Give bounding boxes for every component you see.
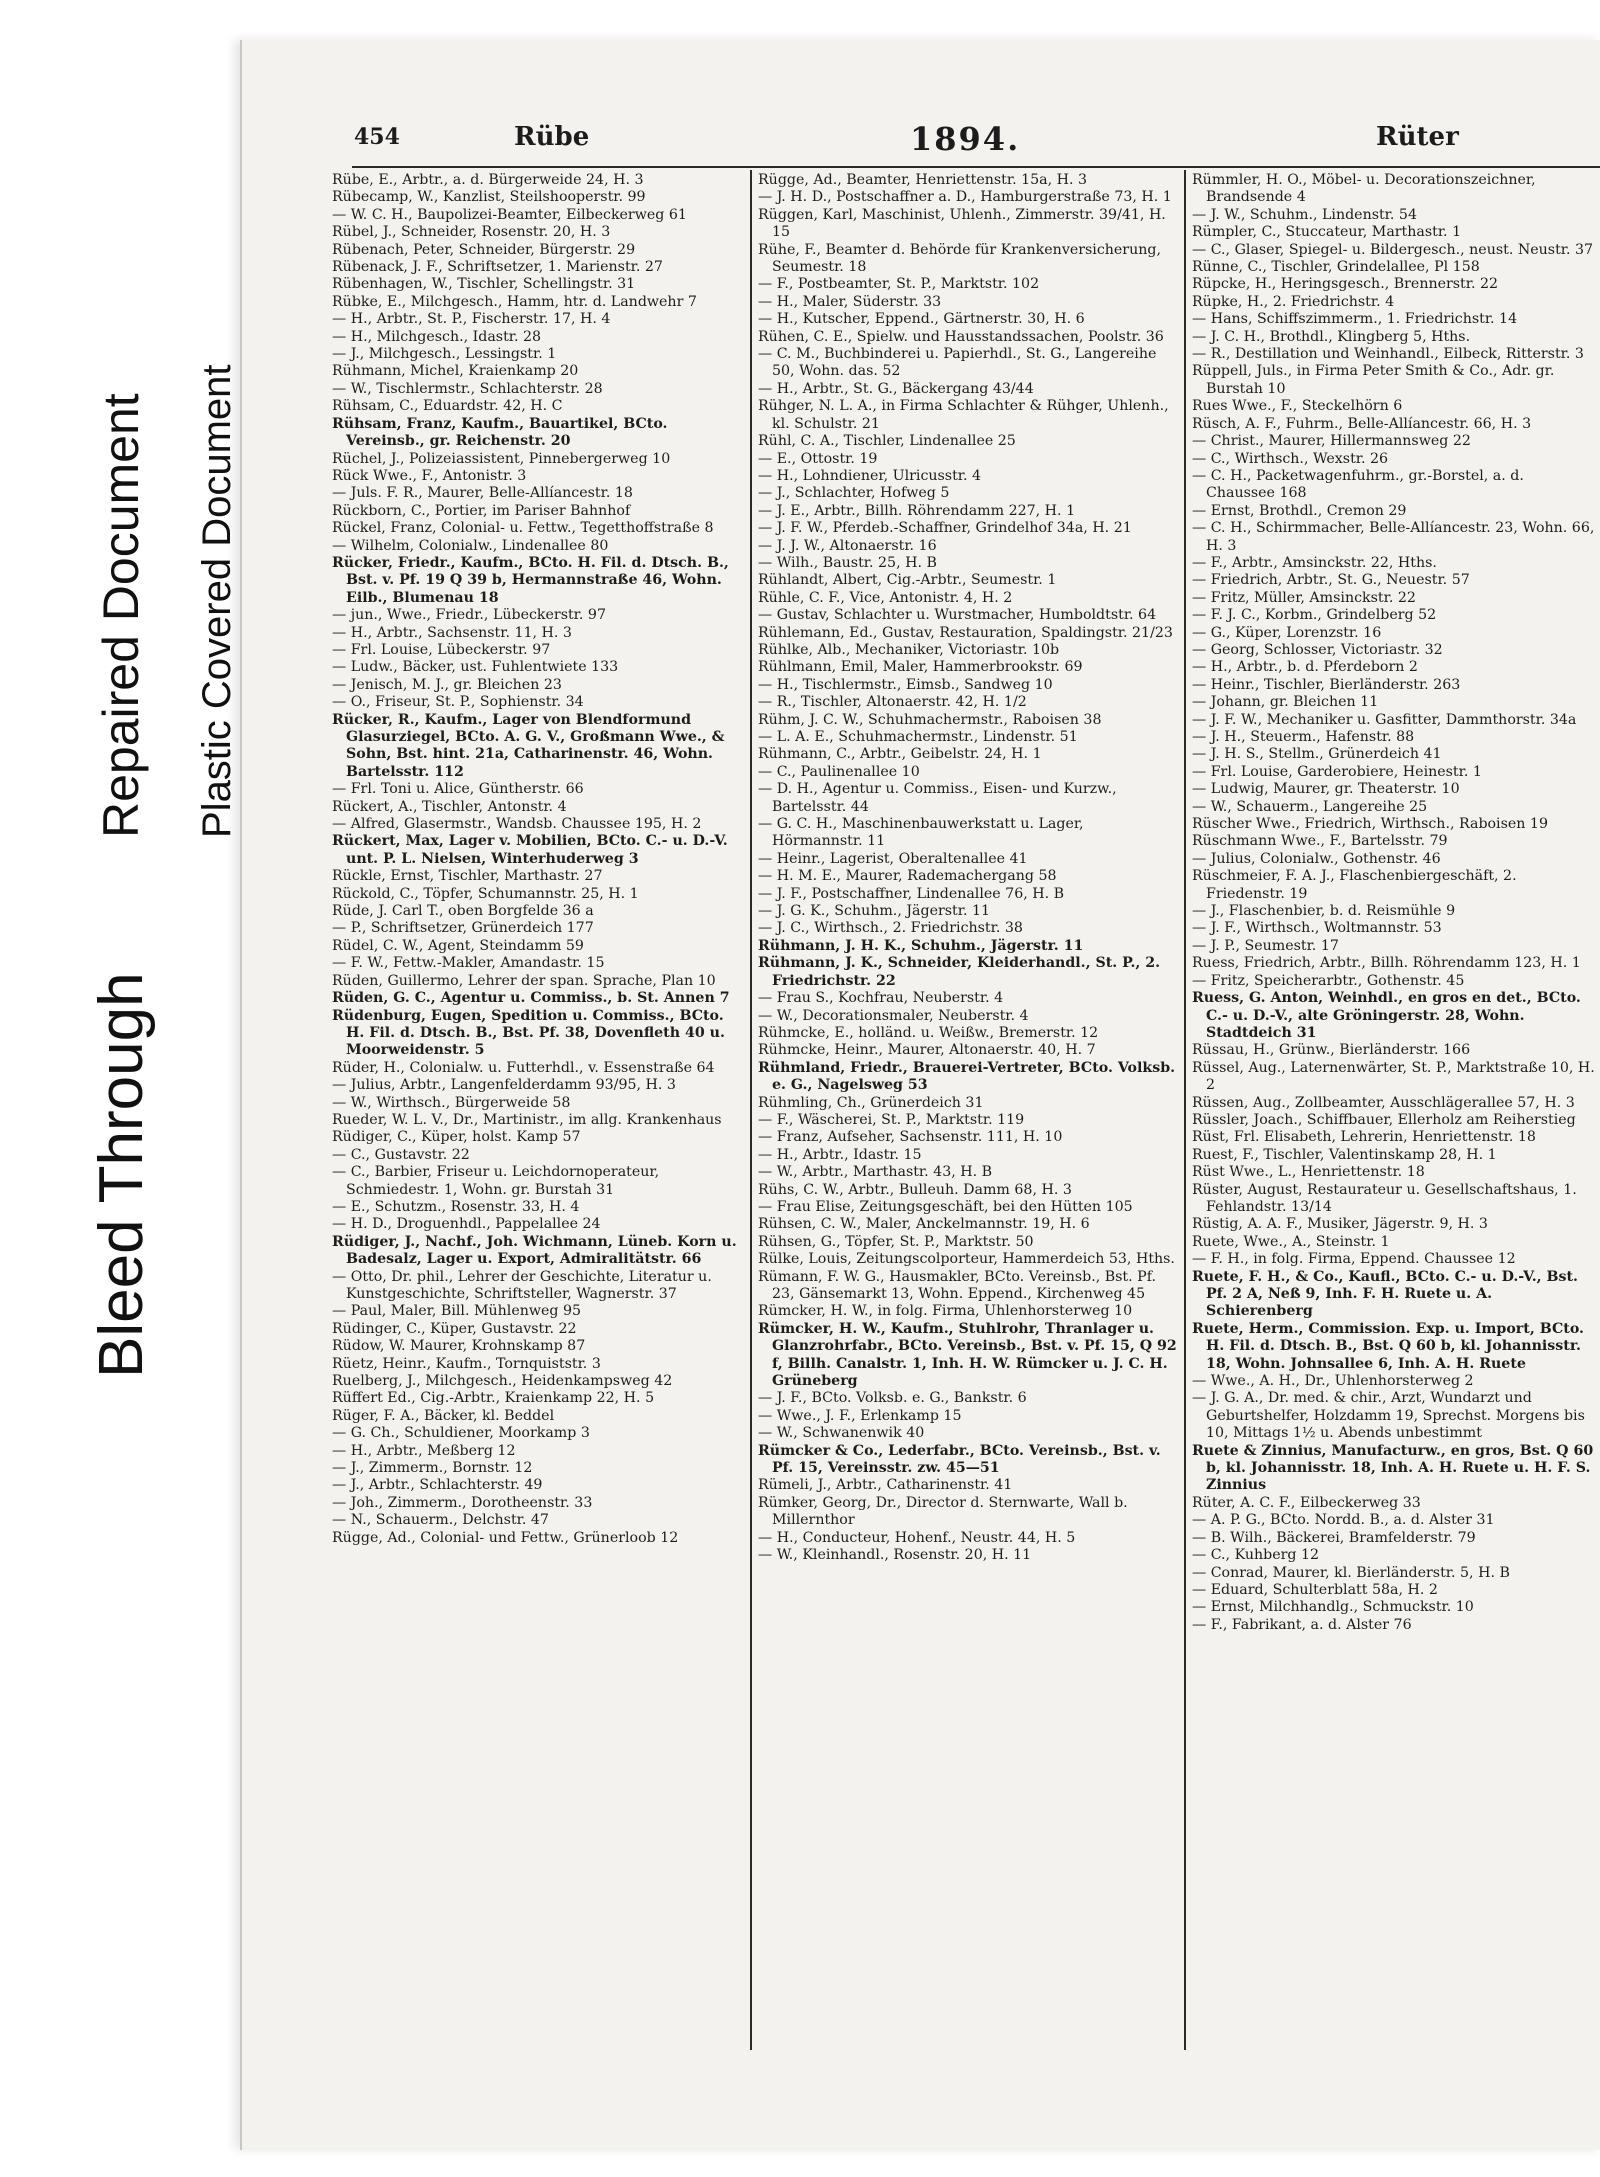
directory-entry: Rübe, E., Arbtr., a. d. Bürgerweide 24, H. 3 [332, 172, 644, 188]
directory-entry: Rüst, Frl. Elisabeth, Lehrerin, Henriettenstr. 18 [1192, 1129, 1536, 1146]
directory-entry: — C., Kuhberg 12 [1192, 1547, 1320, 1564]
directory-entry: — F., Arbtr., Amsinckstr. 22, Hths. [1192, 554, 1437, 571]
directory-entry: — Frl. Louise, Garderobiere, Heinestr. 1 [1192, 763, 1482, 780]
directory-entry: — Franz, Aufseher, Sachsenstr. 111, H. 10 [758, 1129, 1063, 1146]
directory-entry: Rues Wwe., F., Steckelhörn 6 [1192, 398, 1403, 415]
directory-entry: Rüpke, H., 2. Friedrichstr. 4 [1192, 293, 1395, 310]
directory-entry: — Hans, Schiffszimmerm., 1. Friedrichstr. 14 [1192, 311, 1518, 328]
directory-entry: — J., Arbtr., Schlachterstr. 49 [332, 1477, 543, 1494]
directory-entry: — H., Arbtr., Sachsenstr. 11, H. 3 [332, 624, 572, 641]
directory-entry: — J. H., Steuerm., Hafenstr. 88 [1192, 729, 1415, 745]
page-header [242, 118, 1600, 168]
directory-entry: — Otto, Dr. phil., Lehrer der Geschichte, Literatur u. Kunstgeschichte, Schriftsteller, Wagnerstr. 37 [332, 1268, 717, 1302]
directory-entry: — Fritz, Speicherarbtr., Gothenstr. 45 [1192, 972, 1465, 989]
directory-entry: Ruelberg, J., Milchgesch., Heidenkampsweg 42 [332, 1373, 673, 1390]
directory-column-left [332, 172, 746, 1547]
directory-entry: Rübel, J., Schneider, Rosenstr. 20, H. 3 [332, 224, 611, 241]
directory-entry: Rühmland, Friedr., Brauerei-Vertreter, BCto. Volksb. e. G., Nagelsweg 53 [758, 1059, 1181, 1094]
directory-entry: — H., Milchgesch., Idastr. 28 [332, 328, 542, 345]
directory-entry: — H. M. E., Maurer, Rademachergang 58 [758, 868, 1057, 885]
directory-entry: — J. W., Schuhm., Lindenstr. 54 [1192, 206, 1417, 223]
directory-entry: Rühlemann, Ed., Gustav, Restauration, Spaldingstr. 21/23 [758, 624, 1173, 641]
directory-entry: — Wwe., J. F., Erlenkamp 15 [758, 1407, 962, 1424]
directory-entry: — Georg, Schlosser, Victoriastr. 32 [1192, 641, 1443, 658]
directory-entry: Rümcker & Co., Lederfabr., BCto. Vereinsb., Bst. v. Pf. 15, Vereinsstr. zw. 45—51 [758, 1442, 1166, 1477]
directory-entry: — Ludw., Bäcker, ust. Fuhlentwiete 133 [332, 659, 619, 676]
directory-entry: Rüdiger, J., Nachf., Joh. Wichmann, Lüneb. Korn u. Badesalz, Lager u. Export, Admiralitätstr. 66 [332, 1233, 742, 1268]
directory-entry: — J. E., Arbtr., Billh. Röhrendamm 227, H. 1 [758, 502, 1076, 519]
directory-entry: — J., Milchgesch., Lessingstr. 1 [332, 346, 557, 363]
directory-entry: — J. F. W., Mechaniker u. Gasfitter, Dammthorstr. 34a [1192, 711, 1577, 728]
directory-entry: — J. C., Wirthsch., 2. Friedrichstr. 38 [758, 920, 1023, 937]
directory-entry: Rüdiger, C., Küper, holst. Kamp 57 [332, 1129, 581, 1146]
directory-entry: Rüdow, W. Maurer, Krohnskamp 87 [332, 1338, 586, 1355]
directory-entry: — W. C. H., Baupolizei-Beamter, Eilbeckerweg 61 [332, 206, 687, 223]
directory-entry: — H., Maler, Süderstr. 33 [758, 293, 942, 310]
directory-entry: — R., Tischler, Altonaerstr. 42, H. 1/2 [758, 694, 1027, 711]
directory-entry: — O., Friseur, St. P., Sophienstr. 34 [332, 694, 584, 711]
directory-entry: — L. A. E., Schuhmachermstr., Lindenstr. 51 [758, 729, 1078, 745]
directory-entry: — Julius, Colonialw., Gothenstr. 46 [1192, 850, 1441, 867]
directory-entry: — H., Conducteur, Hohenf., Neustr. 44, H. 5 [758, 1529, 1076, 1546]
scanned-page [240, 40, 1600, 2150]
directory-entry: Rümker, Georg, Dr., Director d. Sternwarte, Wall b. Millernthor [758, 1494, 1133, 1529]
directory-entry: — A. P. G., BCto. Nordd. B., a. d. Alster 31 [1192, 1512, 1495, 1529]
directory-column-right [1192, 172, 1600, 1634]
directory-entry: Rühl, C. A., Tischler, Lindenallee 25 [758, 433, 1016, 450]
directory-entry: Rücker, R., Kaufm., Lager von Blendformund Glasurziegel, BCto. A. G. V., Großmann Wwe., & Sohn, Bst. hint. 21a, Catharinenstr. 46, Wohn. Bartelsstr. 112 [332, 711, 730, 780]
directory-entry: Rückborn, C., Portier, im Pariser Bahnhof [332, 502, 631, 519]
directory-entry: — P., Schriftsetzer, Grünerdeich 177 [332, 920, 594, 937]
plastic-covered-label: Plastic Covered Document [195, 364, 239, 838]
directory-entry: — J., Flaschenbier, b. d. Reismühle 9 [1192, 903, 1456, 920]
directory-entry: Rüst Wwe., L., Henriettenstr. 18 [1192, 1164, 1425, 1181]
directory-column-middle [758, 172, 1182, 1565]
directory-entry: — C. H., Packetwagenfuhrm., gr.-Borstel, a. d. Chaussee 168 [1192, 467, 1529, 502]
directory-entry: Rüde, J. Carl T., oben Borgfelde 36 a [332, 903, 594, 920]
directory-entry: — H., Tischlermstr., Eimsb., Sandweg 10 [758, 676, 1053, 693]
page-number: 454 [354, 124, 400, 150]
directory-entry: — Ernst, Milchhandlg., Schmuckstr. 10 [1192, 1599, 1474, 1616]
directory-entry: — Eduard, Schulterblatt 58a, H. 2 [1192, 1581, 1438, 1598]
directory-entry: Rüssau, H., Grünw., Bierländerstr. 166 [1192, 1042, 1471, 1059]
directory-entry: Rühger, N. L. A., in Firma Schlachter & Rühger, Uhlenh., kl. Schulstr. 21 [758, 398, 1174, 432]
directory-entry: Rühm, J. C. W., Schuhmachermstr., Raboisen 38 [758, 711, 1102, 728]
directory-entry: Ruest, F., Tischler, Valentinskamp 28, H. 1 [1192, 1146, 1497, 1163]
directory-entry: Rühsam, Franz, Kaufm., Bauartikel, BCto. Vereinsb., gr. Reichenstr. 20 [332, 415, 673, 450]
directory-entry: — Frl. Louise, Lübeckerstr. 97 [332, 641, 551, 658]
directory-entry: — G. C. H., Maschinenbauwerkstatt u. Lager, Hörmannstr. 11 [758, 816, 1089, 850]
directory-entry: Rübenhagen, W., Tischler, Schellingstr. 31 [332, 276, 636, 293]
directory-entry: Rückert, Max, Lager v. Mobilien, BCto. C.- u. D.-V. unt. P. L. Nielsen, Winterhuderweg 3 [332, 833, 733, 867]
bleed-through-label: Bleed Through [87, 972, 156, 1378]
directory-entry: Rüschmann Wwe., F., Bartelsstr. 79 [1192, 833, 1448, 850]
column-divider-left [750, 170, 752, 2050]
directory-entry: Rühmcke, E., holländ. u. Weißw., Bremerstr. 12 [758, 1024, 1099, 1041]
directory-entry: Ruess, G. Anton, Weinhdl., en gros en det., BCto. C.- u. D.-V., alte Gröningerstr. 28, Wohn. Stadtdeich 31 [1192, 990, 1586, 1041]
directory-entry: — W., Schauerm., Langereihe 25 [1192, 798, 1428, 815]
directory-entry: — H. D., Droguenhdl., Pappelallee 24 [332, 1216, 601, 1233]
directory-entry: Rüssel, Aug., Laternenwärter, St. P., Marktstraße 10, H. 2 [1192, 1059, 1600, 1094]
directory-entry: — B. Wilh., Bäckerei, Bramfelderstr. 79 [1192, 1529, 1476, 1546]
directory-entry: — Ludwig, Maurer, gr. Theaterstr. 10 [1192, 781, 1460, 798]
directory-entry: — Juls. F. R., Maurer, Belle-Allíancestr. 18 [332, 485, 633, 502]
directory-entry: — F. J. C., Korbm., Grindelberg 52 [1192, 607, 1437, 624]
directory-entry: Rück Wwe., F., Antonistr. 3 [332, 467, 527, 484]
directory-entry: — Ernst, Brothdl., Cremon 29 [1192, 502, 1407, 519]
repaired-document-label: Repaired Document [93, 393, 149, 838]
directory-entry: Rückert, A., Tischler, Antonstr. 4 [332, 798, 567, 815]
directory-entry: Rückold, C., Töpfer, Schumannstr. 25, H. 1 [332, 885, 639, 902]
directory-entry: Rübke, E., Milchgesch., Hamm, htr. d. Landwehr 7 [332, 293, 697, 310]
directory-entry: — J., Schlachter, Hofweg 5 [758, 485, 950, 502]
directory-entry: Rühmann, J. H. K., Schuhm., Jägerstr. 11 [758, 937, 1084, 954]
directory-entry: Rümcker, H. W., in folg. Firma, Uhlenhorsterweg 10 [758, 1303, 1133, 1320]
directory-entry: — F., Fabrikant, a. d. Alster 76 [1192, 1616, 1412, 1633]
directory-entry: Rümeli, J., Arbtr., Catharinenstr. 41 [758, 1477, 1013, 1494]
directory-entry: — W., Arbtr., Marthastr. 43, H. B [758, 1164, 993, 1181]
directory-entry: — C., Barbier, Friseur u. Leichdornoperateur, Schmiedestr. 1, Wohn. gr. Burstah 31 [332, 1164, 664, 1198]
directory-entry: Rübecamp, W., Kanzlist, Steilshooperstr. 99 [332, 189, 646, 206]
directory-entry: Ruete, F. H., & Co., Kaufl., BCto. C.- u. D.-V., Bst. Pf. 2 A, Neß 9, Inh. F. H. Ruete u. A. Schierenberg [1192, 1268, 1583, 1320]
column-divider-right [1184, 170, 1186, 2050]
directory-entry: — C., Glaser, Spiegel- u. Bildergesch., neust. Neustr. 37 [1192, 241, 1594, 258]
directory-entry: Rüpcke, H., Heringsgesch., Brennerstr. 22 [1192, 276, 1499, 293]
directory-entry: — J. F., Postschaffner, Lindenallee 76, H. B [758, 885, 1065, 902]
directory-entry: Rüggen, Karl, Maschinist, Uhlenh., Zimmerstr. 39/41, H. 15 [758, 206, 1171, 241]
directory-entry: — Heinr., Tischler, Bierländerstr. 263 [1192, 676, 1461, 693]
directory-entry: — E., Schutzm., Rosenstr. 33, H. 4 [332, 1198, 580, 1215]
directory-entry: Rühs, C. W., Arbtr., Bulleuh. Damm 68, H. 3 [758, 1181, 1072, 1198]
directory-entry: Rüchel, J., Polizeiassistent, Pinnebergerweg 10 [332, 450, 671, 467]
directory-entry: — F. H., in folg. Firma, Eppend. Chaussee 12 [1192, 1251, 1516, 1268]
directory-entry: — Joh., Zimmerm., Dorotheenstr. 33 [332, 1494, 593, 1511]
directory-entry: — G., Küper, Lorenzstr. 16 [1192, 624, 1382, 641]
directory-entry: — J. H. D., Postschaffner a. D., Hamburgerstraße 73, H. 1 [758, 189, 1172, 206]
directory-entry: — W., Kleinhandl., Rosenstr. 20, H. 11 [758, 1547, 1032, 1564]
directory-entry: Rümann, F. W. G., Hausmakler, BCto. Vereinsb., Bst. Pf. 23, Gänsemarkt 13, Wohn. Eppend., Kirchenweg 45 [758, 1268, 1161, 1302]
directory-entry: Rüster, August, Restaurateur u. Gesellschaftshaus, 1. Fehlandstr. 13/14 [1192, 1181, 1582, 1215]
directory-entry: — Julius, Arbtr., Langenfelderdamm 93/95, H. 3 [332, 1077, 676, 1094]
directory-entry: Rüdinger, C., Küper, Gustavstr. 22 [332, 1320, 577, 1337]
directory-entry: Rühmann, J. K., Schneider, Kleiderhandl., St. P., 2. Friedrichstr. 22 [758, 955, 1166, 989]
directory-entry: Rügge, Ad., Colonial- und Fettw., Grünerloob 12 [332, 1529, 679, 1546]
directory-entry: — D. H., Agentur u. Commiss., Eisen- und Kurzw., Bartelsstr. 44 [758, 781, 1122, 815]
directory-entry: — Gustav, Schlachter u. Wurstmacher, Humboldtstr. 64 [758, 607, 1157, 624]
directory-entry: Rühen, C. E., Spielw. und Hausstandssachen, Poolstr. 36 [758, 328, 1164, 345]
directory-entry: Rüter, A. C. F., Eilbeckerweg 33 [1192, 1494, 1421, 1511]
directory-entry: — R., Destillation und Weinhandl., Eilbeck, Ritterstr. 3 [1192, 346, 1584, 363]
directory-entry: Rüden, Guillermo, Lehrer der span. Sprache, Plan 10 [332, 972, 716, 989]
directory-entry: — J. J. W., Altonaerstr. 16 [758, 537, 937, 554]
directory-entry: Rückle, Ernst, Tischler, Marthastr. 27 [332, 868, 603, 885]
directory-entry: Rüschmeier, F. A. J., Flaschenbiergeschäft, 2. Friedenstr. 19 [1192, 868, 1522, 902]
directory-entry: Rueder, W. L. V., Dr., Martinistr., im allg. Krankenhaus [332, 1111, 722, 1128]
directory-entry: Rühmcke, Heinr., Maurer, Altonaerstr. 40, H. 7 [758, 1042, 1096, 1059]
header-rule [352, 166, 1600, 168]
directory-entry: — Alfred, Glasermstr., Wandsb. Chaussee 195, H. 2 [332, 816, 702, 833]
directory-entry: Rüger, F. A., Bäcker, kl. Beddel [332, 1407, 555, 1424]
directory-entry: — H., Arbtr., St. P., Fischerstr. 17, H. 4 [332, 311, 611, 328]
directory-entry: Rünne, C., Tischler, Grindelallee, Pl 158 [1192, 259, 1480, 276]
directory-entry: Rüssler, Joach., Schiffbauer, Ellerholz am Reiherstieg [1192, 1111, 1576, 1128]
directory-entry: — W., Schwanenwik 40 [758, 1425, 925, 1442]
directory-entry: — J. P., Seumestr. 17 [1192, 937, 1339, 954]
directory-entry: — Fritz, Müller, Amsinckstr. 22 [1192, 589, 1416, 606]
directory-entry: Rühsen, G., Töpfer, St. P., Marktstr. 50 [758, 1233, 1034, 1250]
directory-entry: Rümpler, C., Stuccateur, Marthastr. 1 [1192, 224, 1462, 241]
directory-entry: Rüffert Ed., Cig.-Arbtr., Kraienkamp 22, H. 5 [332, 1390, 655, 1407]
directory-entry: — Heinr., Lagerist, Oberaltenallee 41 [758, 850, 1028, 867]
directory-entry: Rügge, Ad., Beamter, Henriettenstr. 15a, H. 3 [758, 172, 1088, 188]
directory-entry: — J. F. W., Pferdeb.-Schaffner, Grindelhof 34a, H. 21 [758, 520, 1132, 537]
directory-entry: Ruete & Zinnius, Manufacturw., en gros, Bst. Q 60 b, kl. Johannisstr. 18, Inh. A. H. Ruete u. H. F. S. Zinnius [1192, 1442, 1599, 1494]
directory-entry: Rüdel, C. W., Agent, Steindamm 59 [332, 937, 584, 954]
directory-entry: — Jenisch, M. J., gr. Bleichen 23 [332, 676, 562, 693]
directory-entry: Rückel, Franz, Colonial- u. Fettw., Tegetthoffstraße 8 [332, 520, 714, 537]
directory-entry: — Friedrich, Arbtr., St. G., Neuestr. 57 [1192, 572, 1470, 589]
directory-entry: — W., Wirthsch., Bürgerweide 58 [332, 1094, 571, 1111]
directory-entry: — J. G. K., Schuhm., Jägerstr. 11 [758, 903, 991, 920]
year-heading: 1894. [910, 120, 1021, 158]
directory-entry: — C., Gustavstr. 22 [332, 1146, 470, 1163]
directory-entry: — C. M., Buchbinderei u. Papierhdl., St. G., Langereihe 50, Wohn. das. 52 [758, 346, 1161, 380]
directory-entry: — Wilh., Baustr. 25, H. B [758, 554, 937, 571]
directory-entry: Rühe, F., Beamter d. Behörde für Krankenversicherung, Seumestr. 18 [758, 241, 1166, 276]
directory-entry: — Frau Elise, Zeitungsgeschäft, bei den Hütten 105 [758, 1198, 1133, 1215]
directory-entry: — J. F., BCto. Volksb. e. G., Bankstr. 6 [758, 1390, 1027, 1407]
directory-entry: — J. G. A., Dr. med. & chir., Arzt, Wundarzt und Geburtshelfer, Holzdamm 19, Sprechst. Morgens bis 10, Mittags 1½ u. Abends unbestimmt [1192, 1390, 1590, 1442]
directory-entry: — F., Wäscherei, St. P., Marktstr. 119 [758, 1111, 1025, 1128]
directory-entry: — H., Arbtr., Meßberg 12 [332, 1442, 516, 1459]
directory-entry: — Frau S., Kochfrau, Neuberstr. 4 [758, 990, 1004, 1007]
directory-entry: Rühmann, C., Arbtr., Geibelstr. 24, H. 1 [758, 746, 1042, 763]
directory-entry: — J. F., Wirthsch., Woltmannstr. 53 [1192, 920, 1442, 937]
directory-entry: — Christ., Maurer, Hillermannsweg 22 [1192, 433, 1471, 450]
directory-entry: — F. W., Fettw.-Makler, Amandastr. 15 [332, 955, 605, 972]
directory-entry: — C. H., Schirmmacher, Belle-Allíancestr. 23, Wohn. 66, H. 3 [1192, 520, 1599, 554]
left-keyword: Rübe [514, 122, 590, 152]
directory-entry: Rübenack, J. F., Schriftsetzer, 1. Marienstr. 27 [332, 259, 663, 276]
directory-entry: — jun., Wwe., Friedr., Lübeckerstr. 97 [332, 607, 606, 624]
directory-entry: — H., Arbtr., Idastr. 15 [758, 1146, 922, 1163]
directory-entry: — N., Schauerm., Delchstr. 47 [332, 1512, 549, 1529]
directory-entry: — Frl. Toni u. Alice, Güntherstr. 66 [332, 781, 584, 798]
directory-entry: — Paul, Maler, Bill. Mühlenweg 95 [332, 1303, 582, 1320]
directory-entry: — F., Postbeamter, St. P., Marktstr. 102 [758, 276, 1040, 293]
directory-entry: Rübenach, Peter, Schneider, Bürgerstr. 29 [332, 241, 636, 258]
directory-entry: Rühlmann, Emil, Maler, Hammerbrookstr. 69 [758, 659, 1083, 676]
directory-entry: Rüdenburg, Eugen, Spedition u. Commiss., BCto. H. Fil. d. Dtsch. B., Bst. Pf. 38, Dovenfleth 40 u. Moorweidenstr. 5 [332, 1007, 730, 1059]
directory-entry: — C., Wirthsch., Wexstr. 26 [1192, 450, 1389, 467]
directory-entry: — Wwe., A. H., Dr., Uhlenhorsterweg 2 [1192, 1373, 1474, 1390]
directory-entry: Rüppell, Juls., in Firma Peter Smith & Co., Adr. gr. Burstah 10 [1192, 363, 1559, 397]
directory-entry: — H., Arbtr., St. G., Bäckergang 43/44 [758, 380, 1034, 397]
directory-entry: — J. H. S., Stellm., Grünerdeich 41 [1192, 746, 1442, 763]
directory-entry: Rühlandt, Albert, Cig.-Arbtr., Seumestr. 1 [758, 572, 1057, 589]
directory-entry: Ruete, Herm., Commission. Exp. u. Import, BCto. H. Fil. d. Dtsch. B., Bst. Q 60 b, kl. Johannisstr. 18, Wohn. Johnsallee 6, Inh. A. H. Ruete [1192, 1320, 1589, 1372]
directory-entry: Ruete, Wwe., A., Steinstr. 1 [1192, 1233, 1390, 1250]
directory-entry: Rühmling, Ch., Grünerdeich 31 [758, 1094, 984, 1111]
directory-entry: Rüetz, Heinr., Kaufm., Tornquiststr. 3 [332, 1355, 601, 1372]
directory-entry: — E., Ottostr. 19 [758, 450, 878, 467]
directory-entry: Rüssen, Aug., Zollbeamter, Ausschlägerallee 57, H. 3 [1192, 1094, 1575, 1111]
directory-entry: — Conrad, Maurer, kl. Bierländerstr. 5, H. B [1192, 1564, 1510, 1581]
directory-entry: — J., Zimmerm., Bornstr. 12 [332, 1460, 533, 1477]
directory-entry: — C., Paulinenallee 10 [758, 763, 920, 780]
directory-entry: — Johann, gr. Bleichen 11 [1192, 694, 1379, 711]
directory-entry: Rüsch, A. F., Fuhrm., Belle-Allíancestr. 66, H. 3 [1192, 415, 1532, 432]
directory-entry: Rüscher Wwe., Friedrich, Wirthsch., Raboisen 19 [1192, 816, 1548, 833]
directory-entry: — W., Tischlermstr., Schlachterstr. 28 [332, 380, 603, 397]
directory-entry: Rühlke, Alb., Mechaniker, Victoriastr. 10b [758, 641, 1060, 658]
directory-entry: Rühsen, C. W., Maler, Anckelmannstr. 19, H. 6 [758, 1216, 1090, 1233]
directory-entry: — H., Kutscher, Eppend., Gärtnerstr. 30, H. 6 [758, 311, 1085, 328]
directory-entry: Rülke, Louis, Zeitungscolporteur, Hammerdeich 53, Hths. [758, 1251, 1175, 1268]
directory-entry: Rüstig, A. A. F., Musiker, Jägerstr. 9, H. 3 [1192, 1216, 1488, 1233]
directory-entry: Rühmann, Michel, Kraienkamp 20 [332, 363, 579, 380]
directory-entry: Rümcker, H. W., Kaufm., Stuhlrohr, Thranlager u. Glanzrohrfabr., BCto. Vereinsb., Bst. v. Pf. 15, Q 92 f, Billh. Canalstr. 1, Inh. H. W. Rümcker u. J. C. H. Grüneberg [758, 1320, 1182, 1390]
directory-entry: Rühle, C. F., Vice, Antonistr. 4, H. 2 [758, 589, 1013, 606]
directory-entry: Rühsam, C., Eduardstr. 42, H. C [332, 398, 563, 415]
directory-entry: Rücker, Friedr., Kaufm., BCto. H. Fil. d. Dtsch. B., Bst. v. Pf. 19 Q 39 b, Hermannstraße 46, Wohn. Eilb., Blumenau 18 [332, 554, 734, 606]
directory-entry: Rüden, G. C., Agentur u. Commiss., b. St. Annen 7 [332, 990, 730, 1007]
directory-entry: — W., Decorationsmaler, Neuberstr. 4 [758, 1007, 1029, 1024]
directory-entry: — J. C. H., Brothdl., Klingberg 5, Hths. [1192, 328, 1471, 345]
directory-entry: Ruess, Friedrich, Arbtr., Billh. Röhrendamm 123, H. 1 [1192, 955, 1581, 972]
directory-entry: — H., Arbtr., b. d. Pferdeborn 2 [1192, 659, 1418, 676]
directory-entry: Rüder, H., Colonialw. u. Futterhdl., v. Essenstraße 64 [332, 1059, 715, 1076]
directory-entry: — Wilhelm, Colonialw., Lindenallee 80 [332, 537, 609, 554]
directory-entry: Rümmler, H. O., Möbel- u. Decorationszeichner, Brandsende 4 [1192, 172, 1541, 206]
directory-entry: — G. Ch., Schuldiener, Moorkamp 3 [332, 1425, 590, 1442]
right-keyword: Rüter [1376, 122, 1459, 152]
directory-entry: — H., Lohndiener, Ulricusstr. 4 [758, 467, 982, 484]
